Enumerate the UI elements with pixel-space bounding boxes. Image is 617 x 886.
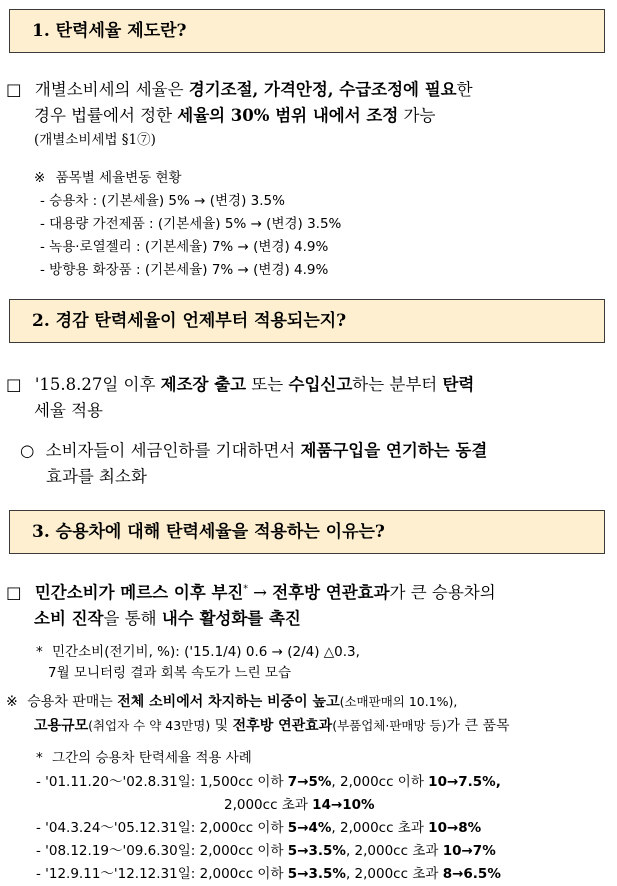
s3-history-title: * 그간의 승용차 탄력세율 적용 사례 <box>36 750 252 766</box>
note-mark: ※ <box>34 170 46 186</box>
s1-paragraph-line-1: □ 개별소비세의 세율은 경기조절, 가격안정, 수급조정에 필요한 <box>6 80 473 99</box>
section-2-header <box>9 299 605 343</box>
s3-note-line-1: ※ 승용차 판매는 전체 소비에서 차지하는 비중이 높고(소매판매의 10.1%), <box>6 694 458 710</box>
s3-history-row-4: - '12.9.11～'12.12.31일: 2,000cc 이하 5→3.5%, 2,000cc 초과 8→6.5% <box>36 866 501 882</box>
s2-paragraph-line-2: 세율 적용 <box>34 401 104 420</box>
circle-bullet: ○ <box>20 441 35 460</box>
square-bullet: □ <box>6 80 22 99</box>
footnote-mark: * <box>36 644 43 660</box>
s3-history-row-1-cont: 2,000cc 초과 14→10% <box>224 797 375 813</box>
square-bullet: □ <box>6 583 22 602</box>
s1-item-2: - 대용량 가전제품 : (기본세율) 5% → (변경) 3.5% <box>40 216 342 232</box>
s1-item-3: - 녹용·로열젤리 : (기본세율) 7% → (변경) 4.9% <box>40 239 329 255</box>
note-mark: ※ <box>6 694 18 710</box>
s3-paragraph-line-2: 소비 진작을 통해 내수 활성화를 촉진 <box>34 609 301 628</box>
s3-history-row-3: - '08.12.19～'09.6.30일: 2,000cc 이하 5→3.5%, 2,000cc 초과 10→7% <box>36 843 496 859</box>
s2-circle-line-2: 효과를 최소화 <box>46 467 147 486</box>
section-3-title: 3. 승용차에 대해 탄력세율을 적용하는 이유는? <box>32 522 385 542</box>
s1-paragraph-line-2: 경우 법률에서 정한 세율의 30% 범위 내에서 조정 가능 <box>34 106 436 125</box>
s3-footnote-line-2: 7월 모니터링 결과 회복 속도가 느린 모습 <box>48 665 291 681</box>
square-bullet: □ <box>6 375 22 394</box>
s2-circle-line-1: ○ 소비자들이 세금인하를 기대하면서 제품구입을 연기하는 동결 <box>20 441 488 460</box>
section-2-title: 2. 경감 탄력세율이 언제부터 적용되는지? <box>32 311 347 331</box>
s1-note-title: ※ 품목별 세율변동 현황 <box>34 170 182 186</box>
s2-paragraph-line-1: □ '15.8.27일 이후 제조장 출고 또는 수입신고하는 분부터 탄력 <box>6 375 475 394</box>
s3-history-row-1: - '01.11.20～'02.8.31일: 1,500cc 이하 7→5%, 2,000cc 이하 10→7.5%, <box>36 774 501 790</box>
s1-law-reference: (개별소비세법 §1⑦) <box>34 132 156 148</box>
s3-footnote-line-1: * 민간소비(전기비, %): ('15.1/4) 0.6 → (2/4) △0.3, <box>36 644 360 660</box>
s3-paragraph-line-1: □ 민간소비가 메르스 이후 부진* → 전후방 연관효과가 큰 승용차의 <box>6 583 496 602</box>
section-3-header <box>9 510 605 554</box>
section-1-title: 1. 탄력세율 제도란? <box>32 21 187 41</box>
section-1-header <box>9 9 605 53</box>
s1-item-4: - 방향용 화장품 : (기본세율) 7% → (변경) 4.9% <box>40 262 329 278</box>
s1-item-1: - 승용차 : (기본세율) 5% → (변경) 3.5% <box>40 193 285 209</box>
footnote-mark: * <box>36 750 43 766</box>
s3-history-row-2: - '04.3.24～'05.12.31일: 2,000cc 이하 5→4%, 2,000cc 초과 10→8% <box>36 820 482 836</box>
s3-note-line-2: 고용규모(취업자 수 약 43만명) 및 전후방 연관효과(부품업체·판매망 등)가 큰 품목 <box>34 718 510 734</box>
